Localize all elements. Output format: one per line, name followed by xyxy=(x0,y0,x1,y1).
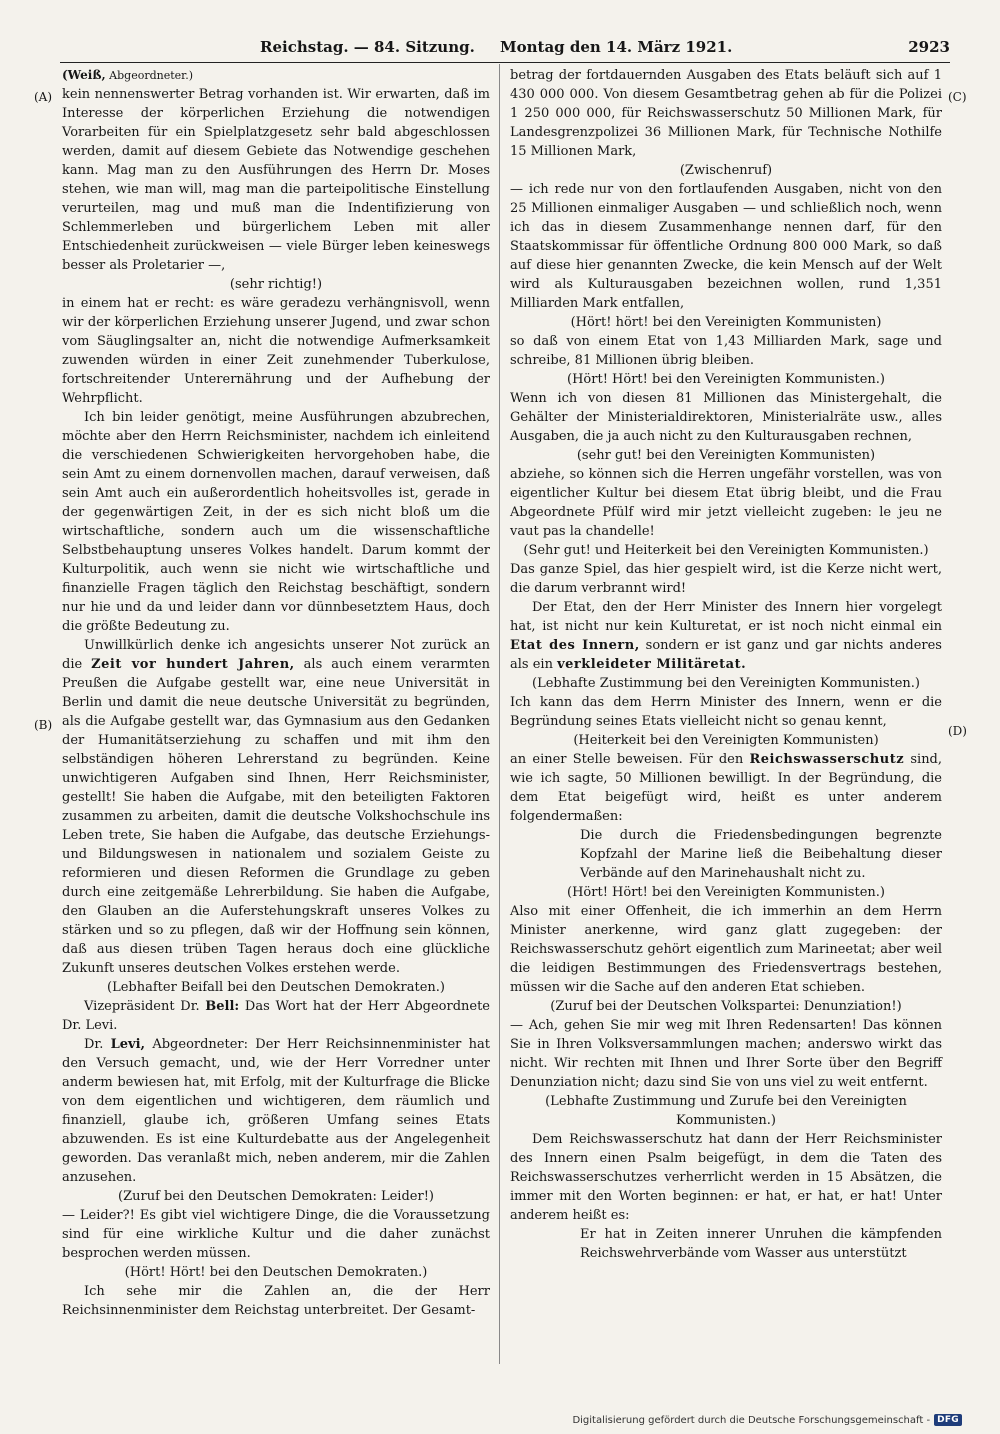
paragraph: in einem hat er recht: es wäre geradezu verhängnisvoll, wenn wir der körperlichen Erziehung unserer Jugend, und zwar schon vom Säuglingsalter an, nicht die notwendige Aufmerksamkeit zuwenden würden in einer Zeit zunehmender Tuberkulose, fortschreitender Unterernährung und der Aufhebung der Wehrpflicht. xyxy=(62,296,490,406)
interjection: (Hört! hört! bei den Vereinigten Kommunisten) xyxy=(570,315,882,330)
paragraph: — ich rede nur von den fortlaufenden Ausgaben, nicht von den 25 Millionen einmaliger Ausgaben — und schließlich noch, wenn ich das in diesem Zusammenhange nennen darf, für den Staatskommissar für öffentliche Ordnung 800 000 Mark, so daß auf diese hier genannten Zwecke, die kein Mensch auf der Welt wird als Kulturausgaben bezeichnen wollen, rund 1,351 Milliarden Mark entfallen, xyxy=(510,182,942,311)
quotation: Die durch die Friedensbedingungen begrenzte Kopfzahl der Marine ließ die Beibehaltung dieser Verbände auf den Marinehaushalt nicht zu. xyxy=(580,828,942,881)
interjection: (Zuruf bei den Deutschen Demokraten: Leider!) xyxy=(118,1189,434,1204)
column-divider xyxy=(499,64,500,1364)
interjection: (Zuruf bei der Deutschen Volkspartei: Denunziation!) xyxy=(550,999,902,1014)
paragraph: abziehe, so können sich die Herren ungefähr vorstellen, was von eigentlicher Kultur bei diesem Etat übrig bleibt, und die Frau Abgeordnete Pfülf wird mir jetzt vielleicht zugeben: le jeu ne vaut pas la chandelle! xyxy=(510,467,942,539)
speaker-tag-role: Abgeordneter.) xyxy=(109,69,193,82)
dfg-logo-icon: DFG xyxy=(934,1414,962,1426)
footer-text: Digitalisierung gefördert durch die Deutsche Forschungsgemeinschaft - xyxy=(572,1414,931,1426)
paragraph: — Leider?! Es gibt viel wichtigere Dinge, die die Voraussetzung sind für eine wirkliche Kultur und die daher zunächst besprochen werden müssen. xyxy=(62,1208,490,1261)
text-run: Dr. xyxy=(84,1037,104,1052)
paragraph: Ich kann das dem Herrn Minister des Innern, wenn er die Begründung seines Etats vielleicht nicht so genau kennt, xyxy=(510,695,942,729)
speaker-name: Bell: xyxy=(205,999,240,1014)
header-rule xyxy=(60,62,950,63)
emphasis: Etat des Innern, xyxy=(510,638,640,653)
text-run: Unwillkürlich denke ich angesichts unserer Not zurück an die xyxy=(62,638,490,672)
text-run: Vizepräsident Dr. xyxy=(84,999,200,1014)
emphasis: Reichswasserschutz xyxy=(749,752,905,767)
emphasis: Zeit vor hundert Jahren, xyxy=(91,657,295,672)
paragraph xyxy=(62,1035,490,1187)
paragraph xyxy=(510,598,942,674)
paragraph: Wenn ich von diesen 81 Millionen das Ministergehalt, die Gehälter der Ministerialdirektoren, Ministerialräte usw., alles Ausgaben, die ja auch nicht zu den Kulturausgaben rechnen, xyxy=(510,391,942,444)
paragraph: — Ach, gehen Sie mir weg mit Ihren Redensarten! Das können Sie in Ihren Volksversammlungen machen; anderswo wirkt das nicht. Wir rechten mit Ihnen und Ihrer Sorte über den Begriff Denunziation nicht; dazu sind Sie von uns viel zu weit entfernt. xyxy=(510,1018,942,1090)
interjection: (sehr richtig!) xyxy=(229,277,323,292)
paragraph xyxy=(510,750,942,826)
left-column xyxy=(62,66,490,1320)
margin-marker-d: (D) xyxy=(948,724,967,738)
interjection: (Hört! Hört! bei den Deutschen Demokraten.) xyxy=(124,1265,428,1280)
speaker-tag-name: (Weiß, xyxy=(62,68,106,82)
interjection: (Zwischenruf) xyxy=(679,163,773,178)
interjection: (Hört! Hört! bei den Vereinigten Kommunisten.) xyxy=(567,372,885,387)
paragraph: Also mit einer Offenheit, die ich immerhin an dem Herrn Minister anerkenne, wird ganz glatt zugegeben: der Reichswasserschutz gehört eigentlich zum Marineetat; aber weil die leidigen Bestimmungen des Friedensvertrags bestehen, müssen wir die Sache auf den anderen Etat schieben. xyxy=(510,904,942,995)
text-run: sind, wie ich sagte, 50 Millionen bewilligt. In der Begründung, die dem Etat beigefügt wird, heißt es unter anderem folgendermaßen: xyxy=(510,752,943,824)
interjection: (Sehr gut! und Heiterkeit bei den Vereinigten Kommunisten.) xyxy=(523,543,929,558)
header-session: Reichstag. — 84. Sitzung. xyxy=(260,38,475,56)
speaker-name: Levi, xyxy=(110,1037,146,1052)
page-header xyxy=(60,34,950,60)
text-run: Der Etat, den der Herr Minister des Innern hier vorgelegt hat, ist nicht nur kein Kulturetat, er ist noch nicht einmal ein xyxy=(510,600,942,634)
digitization-footer xyxy=(572,1414,962,1426)
paragraph xyxy=(62,997,490,1035)
paragraph: so daß von einem Etat von 1,43 Milliarden Mark, sage und schreibe, 81 Millionen übrig bleiben. xyxy=(510,334,942,368)
margin-marker-c: (C) xyxy=(948,90,967,104)
interjection: (Lebhafter Beifall bei den Deutschen Demokraten.) xyxy=(107,980,445,995)
interjection: (Heiterkeit bei den Vereinigten Kommunisten) xyxy=(573,733,879,748)
paragraph: Ich sehe mir die Zahlen an, die der Herr Reichsinnenminister dem Reichstag unterbreitet. Der Gesamt- xyxy=(62,1284,490,1318)
speaker-tag xyxy=(62,66,490,85)
header-date: Montag den 14. März 1921. xyxy=(500,38,733,56)
paragraph: kein nennenswerter Betrag vorhanden ist. Wir erwarten, daß im Interesse der körperlichen Erziehung die notwendigen Vorarbeiten für ein Spielplatzgesetz sehr bald abgeschlossen werden, damit auf diesem Gebiete das Notwendige geschehen kann. Mag man zu den Ausführungen des Herrn Dr. Moses stehen, wie man will, mag man die parteipolitische Einstellung verurteilen, mag und muß man die Indentifizierung von Schlemmerleben und bürgerlichem Leben mit aller Entschiedenheit zurückweisen — viele Bürger leben keineswegs besser als Proletarier —, xyxy=(62,87,490,273)
text-run: sondern er ist ganz und gar nichts anderes als ein xyxy=(510,638,942,672)
paragraph: betrag der fortdauernden Ausgaben des Etats beläuft sich auf 1 430 000 000. Von diesem Gesamtbetrag gehen ab für die Polizei 1 250 000 000, für Reichswasserschutz 50 Millionen Mark, für Landesgrenzpolizei 36 Millionen Mark, für Technische Nothilfe 15 Millionen Mark, xyxy=(510,68,942,159)
paragraph: Das ganze Spiel, das hier gespielt wird, ist die Kerze nicht wert, die darum verbrannt wird! xyxy=(510,562,942,596)
paragraph: Ich bin leider genötigt, meine Ausführungen abzubrechen, möchte aber den Herrn Reichsminister, nachdem ich einleitend die verschiedenen Schwierigkeiten hervorgehoben habe, die sein Amt zu einem dornenvollen machen, darauf verweisen, daß sein Amt auch ein außerordentlich hoheitsvolles ist, gerade in der gegenwärtigen Zeit, in der es sich nicht bloß um die wirtschaftliche, sondern auch um die wissenschaftliche Selbstbehauptung unseres Volkes handelt. Darum kommt der Kulturpolitik, auch wenn sie nicht wie wirtschaftliche und finanzielle Fragen täglich den Reichstag beschäftigt, sondern nur hie und da und leider dann vor dünnbesetztem Haus, doch die größte Bedeutung zu. xyxy=(62,410,490,634)
right-column xyxy=(510,66,942,1263)
text-run: als auch einem verarmten Preußen die Aufgabe gestellt war, eine neue Universität in Berlin und damit die neue deutsche Universität zu begründen, als die Aufgabe gestellt war, das Gymnasium aus den Gedanken der Humanitätserziehung zu schaffen und mit ihm den selbständigen höheren Lehrerstand zu begründen. Keine unwichtigeren Aufgaben sind Ihnen, Herr Reichsminister, gestellt! Sie haben die Aufgabe, mit den beteiligten Faktoren zusammen zu arbeiten, damit die deutsche Volkshochschule ins Leben trete, Sie haben die Aufgabe, das deutsche Erziehungs- und Bildungswesen in nationalem und sozialem Geiste zu reformieren und diesen Reformen die Grundlage zu geben durch eine zeitgemäße Lehrerbildung. Sie haben die Aufgabe, den Glauben an die Auferstehungskraft unseres Volkes zu stärken und so zu pflegen, daß wir der Hoffnung sein können, daß aus diesen trüben Tagen heraus doch eine glückliche Zukunft unseres deutschen Volkes erstehen werde. xyxy=(62,657,490,976)
text-run: Das Wort hat der Herr Abgeordnete Dr. Levi. xyxy=(62,999,491,1033)
margin-marker-b: (B) xyxy=(34,718,53,732)
paragraph: Dem Reichswasserschutz hat dann der Herr Reichsminister des Innern einen Psalm beigefügt, in dem die Taten des Reichswasserschutzes verherrlicht werden in 15 Absätzen, die immer mit den Worten beginnen: er hat, er hat, er hat! Unter anderem heißt es: xyxy=(510,1132,942,1223)
text-run: Abgeordneter: Der Herr Reichsinnenminister hat den Versuch gemacht, und, wie der Herr Vorredner unter anderm bewiesen hat, mit Erfolg, mit der Kulturfrage die Blicke von dem eigentlichen und wichtigeren, dem räumlich und finanziell, glaube ich, größeren Umfang seines Etats abzuwenden. Es ist eine Kulturdebatte aus der Angelegenheit geworden. Das veranlaßt mich, neben anderem, mir die Zahlen anzusehen. xyxy=(62,1037,490,1185)
interjection: (Lebhafte Zustimmung bei den Vereinigten Kommunisten.) xyxy=(532,676,920,691)
interjection: (Lebhafte Zustimmung und Zurufe bei den Vereinigten Kommunisten.) xyxy=(545,1094,907,1128)
interjection: (sehr gut! bei den Vereinigten Kommunisten) xyxy=(576,448,876,463)
quotation: Er hat in Zeiten innerer Unruhen die kämpfenden Reichswehrverbände vom Wasser aus unterstützt xyxy=(580,1227,942,1261)
margin-marker-a: (A) xyxy=(34,90,53,104)
page-number: 2923 xyxy=(908,38,950,56)
emphasis: verkleideter Militäretat. xyxy=(557,657,747,672)
interjection: (Hört! Hört! bei den Vereinigten Kommunisten.) xyxy=(567,885,885,900)
text-run: an einer Stelle beweisen. Für den xyxy=(510,752,744,767)
paragraph xyxy=(62,636,490,978)
